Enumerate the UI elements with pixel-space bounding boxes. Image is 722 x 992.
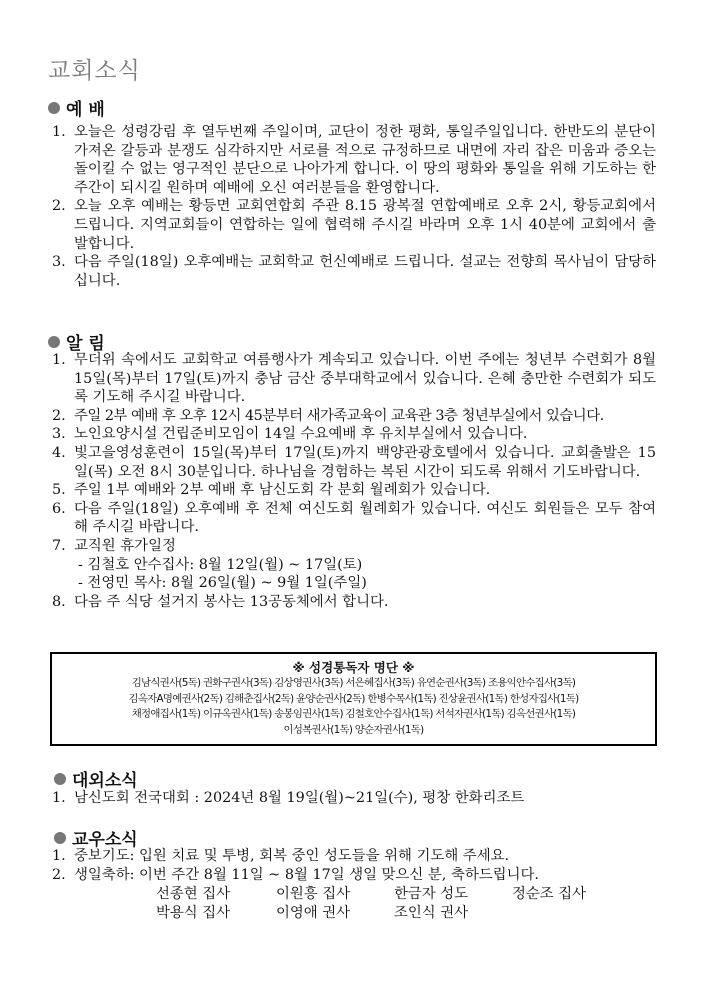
item-number: 2. bbox=[52, 198, 66, 215]
list-item bbox=[52, 789, 656, 808]
item-text: 다음 주일(18일) 오후예배 후 전체 여신도회 월례회가 있습니다. 여신도 회원들은 모두 참여해 주시길 바랍니다. bbox=[74, 500, 656, 536]
item-text: 생일축하: 이번 주간 8월 11일 ~ 8월 17일 생일 맞으신 분, 축하드립니다. bbox=[74, 866, 539, 883]
item-number: 6. bbox=[52, 500, 66, 517]
item-text: 무더위 속에서도 교회학교 여름행사가 계속되고 있습니다. 이번 주에는 청년부 수련회가 8월 15일(목)부터 17일(토)까지 충남 금산 중부대학교에서 있습니다. 은혜 충만한 수련회가 되도록 기도해 주시길 바랍니다. bbox=[74, 352, 656, 406]
external-heading bbox=[54, 766, 138, 791]
birthday-row bbox=[156, 885, 586, 904]
birthday-name: 선종현 집사 bbox=[156, 886, 231, 902]
birthday-name: 이원흥 집사 bbox=[276, 886, 351, 902]
bible-names-line: 채정애집사(1독) 이규옥권사(1독) 송봉임권사(1독) 김철호안수집사(1독) 서석자권사(1독) 김옥선권사(1독) bbox=[131, 708, 576, 721]
list-item bbox=[52, 444, 656, 481]
list-item bbox=[52, 351, 656, 407]
worship-heading-label: 예 배 bbox=[66, 100, 105, 120]
worship-list bbox=[52, 123, 656, 290]
bible-names-line: 김옥자A명예권사(2독) 김해춘집사(2독) 윤양순권사(2독) 한병수목사(1독) 진상윤권사(1독) 한성자집사(1독) bbox=[128, 692, 579, 705]
item-number: 5. bbox=[52, 482, 66, 499]
bible-names-line: 김남식권사(5독) 권화구권사(3독) 김상영권사(3독) 서은혜집사(3독) 유연순권사(3독) 조용익안수집사(3독) bbox=[131, 677, 576, 689]
item-number: 3. bbox=[52, 426, 66, 443]
vacation-entry: - 김철호 안수집사: 8월 12일(월) ~ 17일(토) bbox=[78, 556, 363, 573]
item-number: 1. bbox=[52, 790, 66, 806]
members-list bbox=[52, 847, 656, 884]
notices-heading-label: 알 림 bbox=[66, 334, 105, 354]
worship-heading bbox=[48, 95, 105, 120]
birthday-names bbox=[156, 885, 586, 922]
birthday-name: 박용식 집사 bbox=[156, 904, 231, 921]
item-text: 노인요양시설 건립준비모임이 14일 수요예배 후 유치부실에서 있습니다. bbox=[74, 426, 528, 443]
item-number: 2. bbox=[52, 866, 66, 883]
list-item bbox=[52, 500, 656, 537]
item-text: 교직원 휴가일정 bbox=[74, 537, 176, 554]
item-number: 7. bbox=[52, 537, 66, 554]
members-heading-label: 교우소식 bbox=[72, 830, 138, 850]
bullet-icon bbox=[48, 102, 60, 114]
list-item bbox=[52, 866, 656, 885]
item-text: 다음 주일(18일) 오후예배는 교회학교 헌신예배로 드립니다. 설교는 전향희 목사님이 담당하십니다. bbox=[74, 254, 656, 289]
list-item bbox=[52, 847, 656, 866]
list-item bbox=[52, 197, 656, 253]
list-item bbox=[52, 537, 656, 556]
item-text: 다음 주 식당 설거지 봉사는 13공동체에서 합니다. bbox=[74, 593, 389, 610]
item-text: 주일 2부 예배 후 오후 12시 45분부터 새가족교육이 교육관 3층 청년부실에서 있습니다. bbox=[74, 407, 604, 424]
bullet-icon bbox=[54, 773, 66, 785]
birthday-name: 조인식 권사 bbox=[394, 904, 469, 921]
external-list bbox=[52, 789, 656, 808]
list-item bbox=[52, 253, 656, 290]
bible-box-title: ※ 성경통독자 명단 ※ bbox=[292, 660, 415, 675]
list-item bbox=[52, 481, 656, 500]
item-number: 1. bbox=[52, 124, 66, 140]
item-text: 중보기도: 입원 치료 및 투병, 회복 중인 성도들을 위해 기도해 주세요. bbox=[74, 848, 510, 864]
item-number: 2. bbox=[52, 407, 66, 424]
item-number: 3. bbox=[52, 254, 66, 271]
notices-list bbox=[52, 351, 656, 611]
birthday-row bbox=[156, 904, 586, 923]
item-text: 오늘 오후 예배는 황등면 교회연합회 주관 8.15 광복절 연합예배로 오후 2시, 황등교회에서 드립니다. 지역교회들이 연합하는 일에 협력해 주시길 바라며 오후 1시 40분에 교회에서 출발합니다. bbox=[74, 198, 656, 252]
list-item bbox=[52, 407, 656, 426]
item-number: 1. bbox=[52, 352, 66, 368]
bible-names-line: 이성복권사(1독) 양순자권사(1독) bbox=[283, 723, 424, 736]
bible-reading-box bbox=[50, 652, 657, 746]
item-text: 남신도회 전국대회 : 2024년 8월 19일(월)~21일(수), 평창 한화리조트 bbox=[74, 790, 525, 806]
list-item bbox=[52, 593, 656, 612]
vacation-entry: - 전영민 목사: 8월 26일(월) ~ 9월 1일(주일) bbox=[78, 575, 367, 592]
item-text: 빛고을영성훈련이 15일(목)부터 17일(토)까지 백양관광호텔에서 있습니다. 교회출발은 15일(목) 오전 8시 30분입니다. 하나님을 경험하는 복된 시간이 되도록 위해서 기도바랍니다. bbox=[74, 444, 656, 480]
item-number: 4. bbox=[52, 444, 66, 461]
external-heading-label: 대외소식 bbox=[72, 771, 138, 791]
item-text: 주일 1부 예배와 2부 예배 후 남신도회 각 분회 월례회가 있습니다. bbox=[74, 482, 491, 499]
list-item bbox=[52, 425, 656, 444]
bullet-icon bbox=[54, 832, 66, 844]
bullet-icon bbox=[48, 336, 60, 348]
birthday-name: 한금자 성도 bbox=[394, 886, 469, 902]
item-text: 오늘은 성령강림 후 열두번째 주일이며, 교단이 정한 평화, 통일주일입니다. 한반도의 분단이 가져온 갈등과 분쟁도 심각하지만 서로를 적으로 규정하므로 내면에 자리 잡은 미움과 증오는 돌이킬 수 없는 영구적인 분단으로 나아가게 합니다. 이 땅의 평화와 통일을 위해 기도하는 한 주간이 되시길 원하며 예배에 오신 여러분들을 환영합니다. bbox=[74, 124, 656, 196]
item-number: 1. bbox=[52, 848, 66, 864]
list-item bbox=[52, 123, 656, 197]
birthday-name: 정순조 집사 bbox=[512, 886, 587, 902]
birthday-name: 이영애 권사 bbox=[276, 904, 351, 921]
page-title: 교회소식 bbox=[48, 58, 141, 84]
item-number: 8. bbox=[52, 593, 66, 610]
